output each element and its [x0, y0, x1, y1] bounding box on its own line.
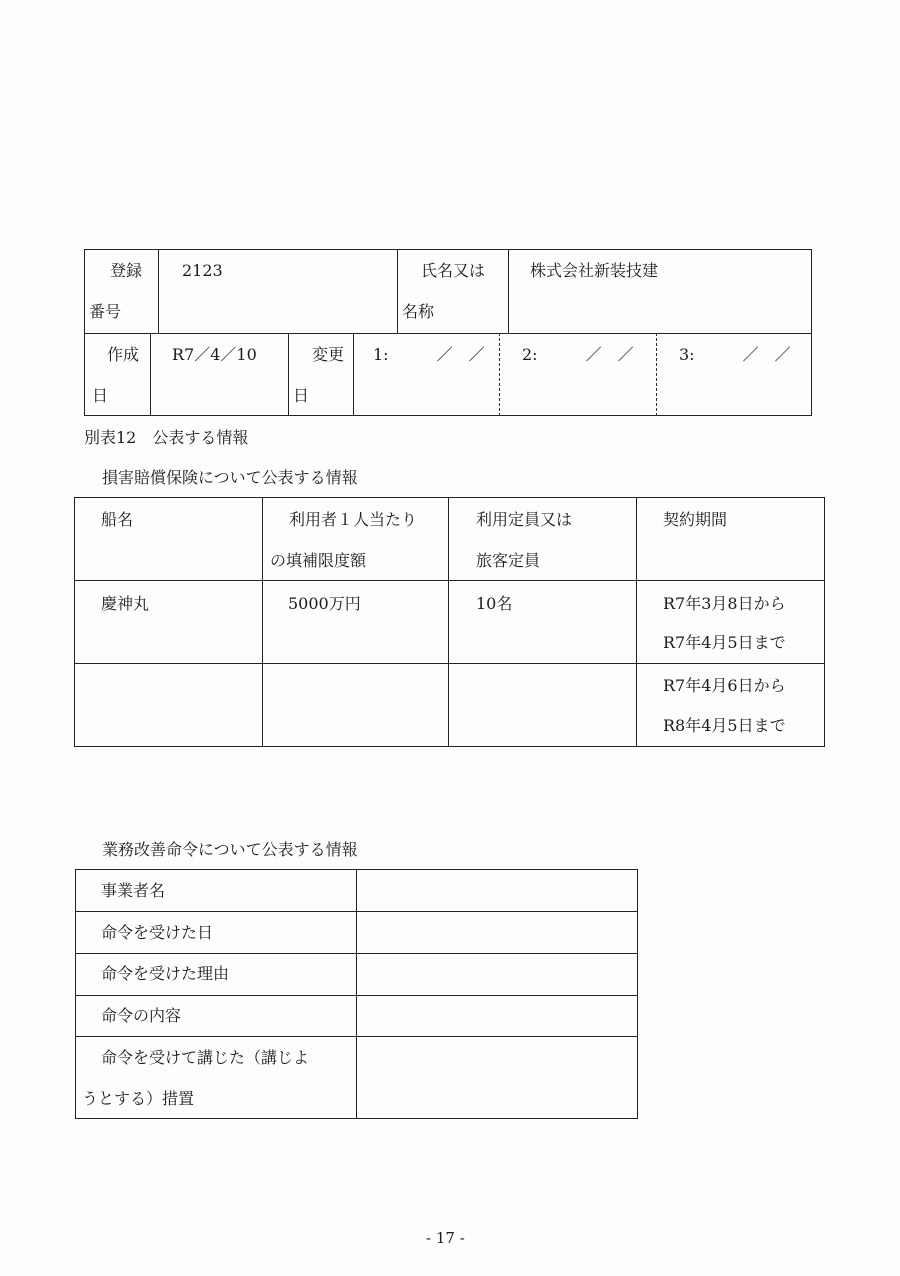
contract-period-cell: R7年4月5日まで: [663, 633, 786, 652]
capacity-cell: 10名: [476, 594, 513, 613]
header-limit: の填補限度額: [270, 551, 367, 570]
created-date-value: R7／4／10: [172, 345, 257, 364]
change-date-1: 1: ／ ／: [373, 345, 485, 364]
divider: [150, 333, 151, 416]
name-label: 名称: [402, 302, 435, 321]
order-section-title: 業務改善命令について公表する情報: [102, 840, 358, 859]
created-date-label: 日: [92, 386, 109, 405]
order-row-label: 命令を受けた理由: [101, 964, 230, 983]
order-row-label: 命令を受けて講じた（講じよ: [101, 1048, 310, 1067]
header-capacity: 旅客定員: [476, 551, 541, 570]
registration-number-label: 登録: [110, 261, 143, 280]
registration-number-value: 2123: [182, 261, 223, 280]
header-capacity: 利用定員又は: [476, 510, 573, 529]
table-caption: 別表12 公表する情報: [84, 428, 249, 447]
registration-number-label: 番号: [89, 302, 122, 321]
insurance-col-divider: [262, 497, 263, 747]
header-ship-name: 船名: [101, 510, 134, 529]
change-date-3: 3: ／ ／: [679, 345, 791, 364]
registration-row-divider: [84, 333, 812, 334]
order-row-label: うとする）措置: [82, 1089, 195, 1108]
order-row-label: 事業者名: [101, 881, 166, 900]
name-label: 氏名又は: [421, 261, 486, 280]
changed-date-label: 変更: [312, 345, 345, 364]
divider: [508, 249, 509, 333]
order-row-label: 命令を受けた日: [101, 923, 214, 942]
insurance-table: [74, 497, 825, 747]
change-date-2: 2: ／ ／: [522, 345, 634, 364]
order-row-label: 命令の内容: [101, 1006, 182, 1025]
header-limit: 利用者１人当たり: [289, 510, 418, 529]
divider: [158, 249, 159, 333]
page-number: - 17 -: [426, 1229, 465, 1247]
ship-name-cell: 慶神丸: [101, 594, 150, 613]
insurance-row-divider: [74, 663, 825, 664]
insurance-col-divider: [636, 497, 637, 747]
order-col-divider: [356, 869, 357, 1119]
insurance-section-title: 損害賠償保険について公表する情報: [102, 468, 358, 487]
divider: [353, 333, 354, 416]
header-contract-period: 契約期間: [663, 510, 728, 529]
contract-period-cell: R8年4月5日まで: [663, 716, 786, 735]
changed-date-label: 日: [293, 386, 310, 405]
created-date-label: 作成: [107, 345, 140, 364]
limit-cell: 5000万円: [288, 594, 361, 613]
divider: [397, 249, 398, 333]
contract-period-cell: R7年3月8日から: [663, 594, 786, 613]
dashed-divider: [656, 333, 657, 416]
dashed-divider: [499, 333, 500, 416]
company-name: 株式会社新装技建: [530, 261, 659, 280]
contract-period-cell: R7年4月6日から: [663, 676, 786, 695]
insurance-col-divider: [448, 497, 449, 747]
divider: [288, 333, 289, 416]
insurance-row-divider: [74, 580, 825, 581]
